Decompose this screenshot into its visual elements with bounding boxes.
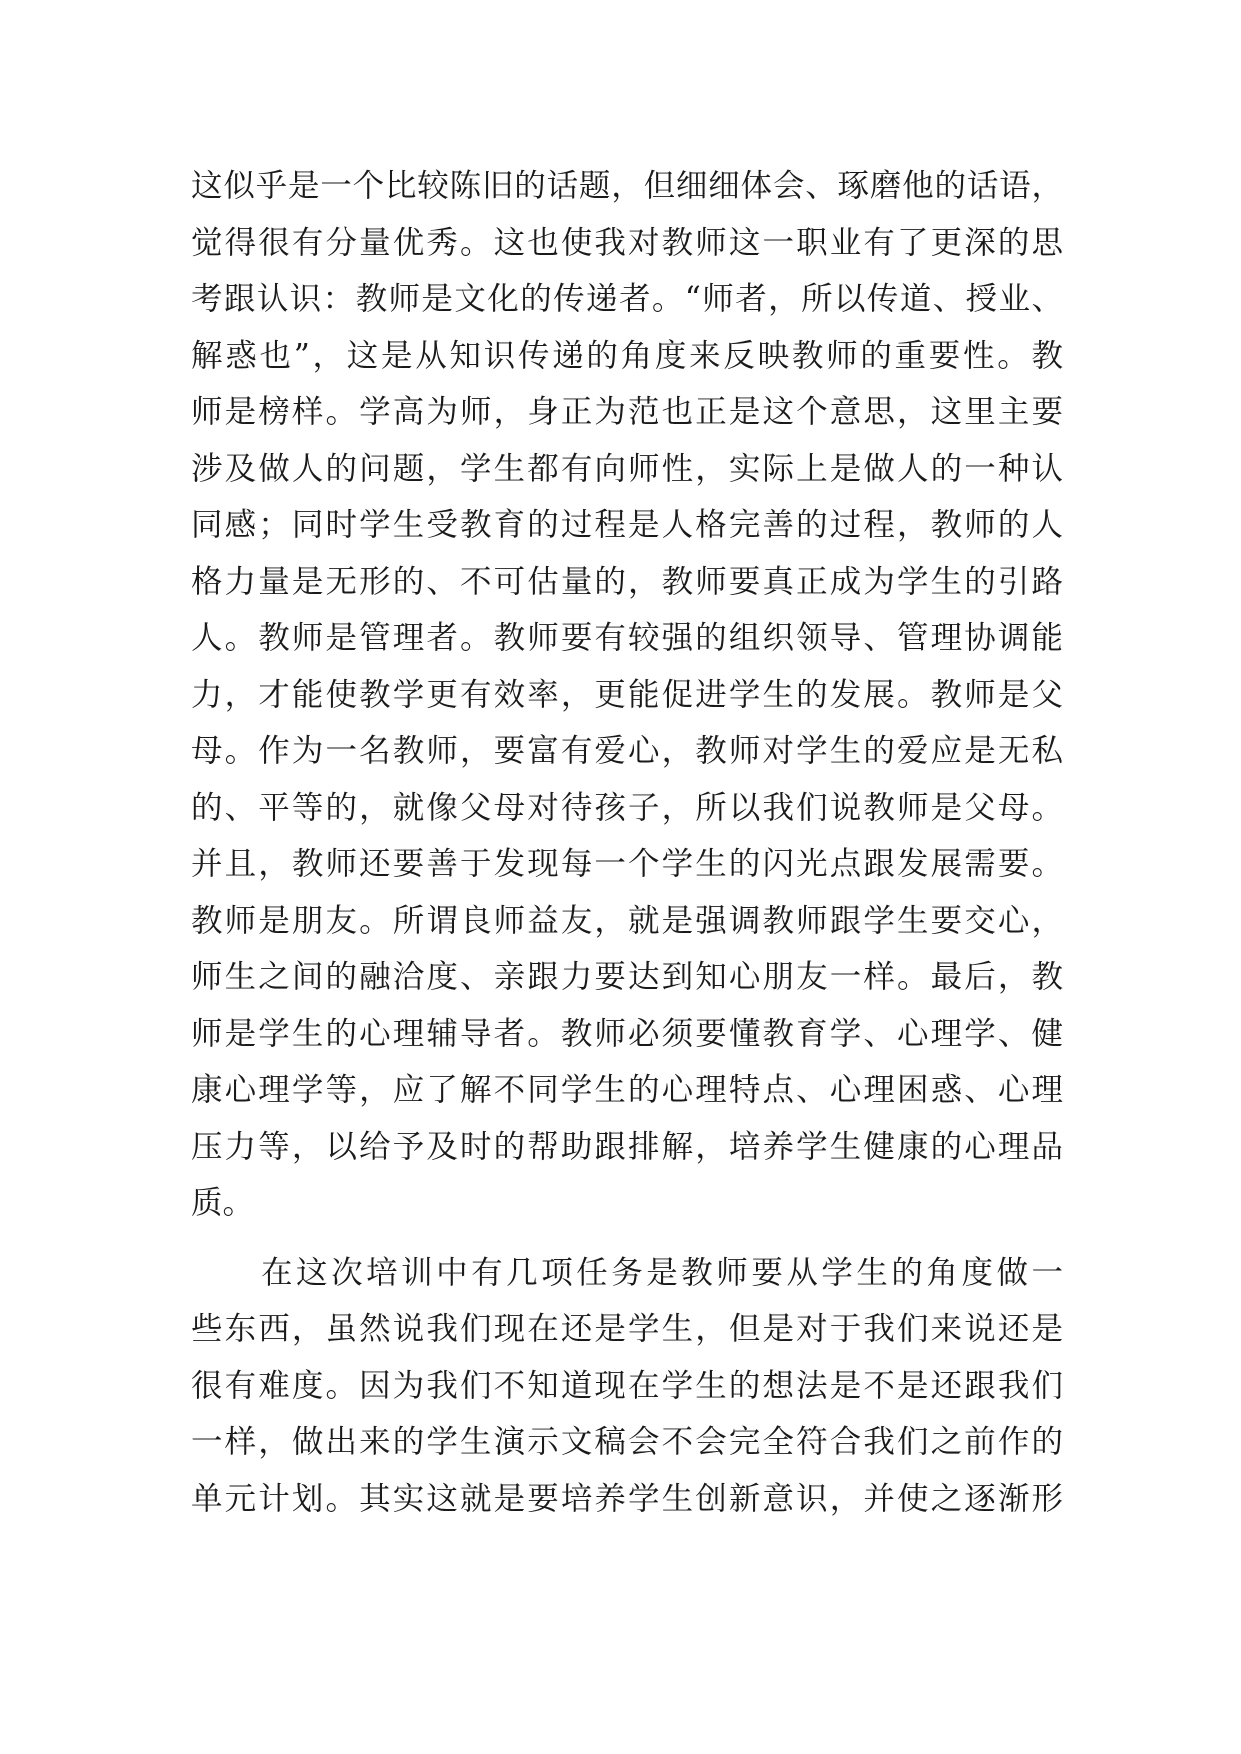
text-line: 一样，做出来的学生演示文稿会不会完全符合我们之前作的: [191, 1424, 1063, 1460]
text-line: 这似乎是一个比较陈旧的话题，但细细体会、琢磨他的话语，: [191, 168, 1063, 204]
text-line: 单元计划。其实这就是要培养学生创新意识，并使之逐渐形: [191, 1480, 1063, 1517]
text-line: 解惑也”，这是从知识传递的角度来反映教师的重要性。教: [191, 337, 1063, 374]
text-line: 人。教师是管理者。教师要有较强的组织领导、管理协调能: [191, 620, 1063, 656]
text-line: 康心理学等，应了解不同学生的心理特点、心理困惑、心理: [191, 1072, 1063, 1108]
text-line: 觉得很有分量优秀。这也使我对教师这一职业有了更深的思: [191, 224, 1063, 261]
text-line: 考跟认识：教师是文化的传递者。“师者，所以传道、授业、: [191, 281, 1063, 317]
text-line: 力，才能使教学更有效率，更能促进学生的发展。教师是父: [191, 676, 1063, 713]
text-line: 格力量是无形的、不可估量的，教师要真正成为学生的引路: [191, 563, 1063, 600]
text-line: 很有难度。因为我们不知道现在学生的想法是不是还跟我们: [191, 1367, 1063, 1404]
text-line: 教师是朋友。所谓良师益友，就是强调教师跟学生要交心，: [191, 902, 1063, 939]
paragraph-spacing: [191, 1232, 1063, 1245]
text-line: 师生之间的融洽度、亲跟力要达到知心朋友一样。最后，教: [191, 959, 1063, 995]
text-line: 师是学生的心理辅导者。教师必须要懂教育学、心理学、健: [191, 1015, 1063, 1052]
paragraph-1: [191, 158, 1063, 1232]
text-line: 的、平等的，就像父母对待孩子，所以我们说教师是父母。: [191, 789, 1063, 826]
text-line: 些东西，虽然说我们现在还是学生，但是对于我们来说还是: [191, 1311, 1063, 1347]
text-line: 质。: [191, 1185, 255, 1221]
text-line: 涉及做人的问题，学生都有向师性，实际上是做人的一种认: [191, 450, 1063, 487]
text-line: 师是榜样。学高为师，身正为范也正是这个意思，这里主要: [191, 394, 1063, 430]
body-text: [191, 158, 1063, 1527]
text-line: 母。作为一名教师，要富有爱心，教师对学生的爱应是无私: [191, 733, 1063, 769]
text-line: 同感；同时学生受教育的过程是人格完善的过程，教师的人: [191, 507, 1063, 543]
text-line: 在这次培训中有几项任务是教师要从学生的角度做一: [191, 1254, 1063, 1291]
text-line: 压力等，以给予及时的帮助跟排解，培养学生健康的心理品: [191, 1128, 1063, 1165]
paragraph-2: [191, 1245, 1063, 1528]
text-line: 并且，教师还要善于发现每一个学生的闪光点跟发展需要。: [191, 846, 1063, 882]
